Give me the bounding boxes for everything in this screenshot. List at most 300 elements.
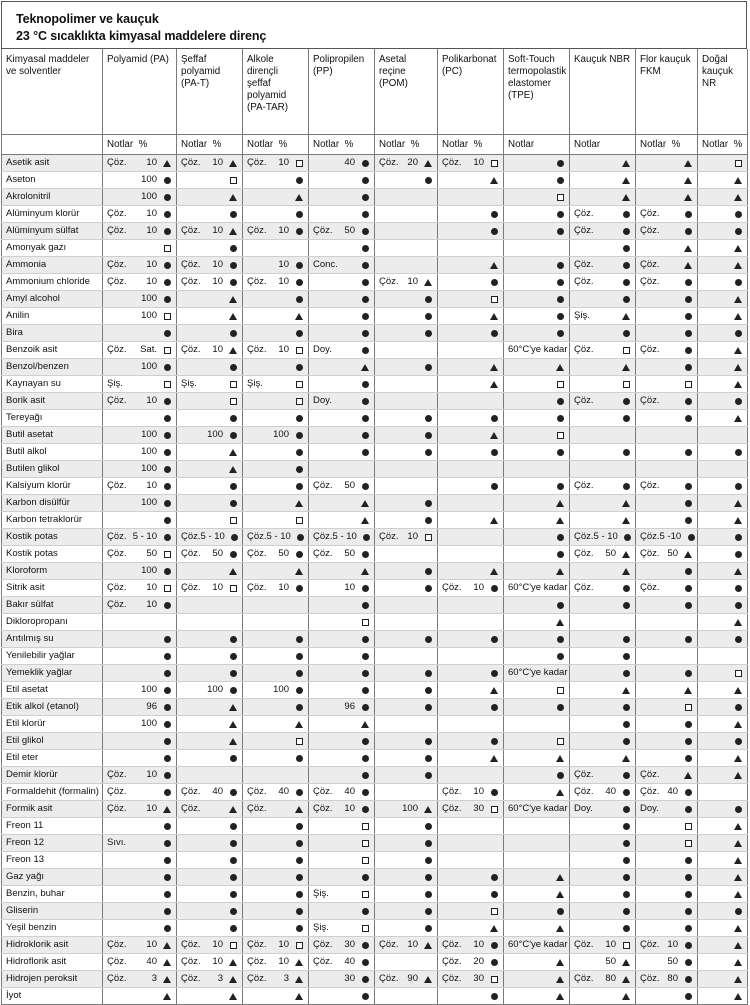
cell-note: Çöz. — [107, 259, 127, 270]
cell-content — [698, 274, 747, 290]
cell-note: Şiş. — [313, 922, 329, 933]
cell-percent: 80 — [667, 973, 678, 984]
cell-symbol — [294, 942, 304, 949]
resistant-circle-icon — [230, 245, 237, 252]
cell-note: Doy. — [640, 803, 659, 814]
resistance-cell — [570, 308, 636, 325]
cell-content — [570, 172, 635, 188]
resistance-cell — [375, 631, 438, 648]
resistance-cell — [375, 529, 438, 546]
cell-content — [504, 597, 569, 613]
cell-content — [177, 750, 242, 766]
cell-content — [103, 512, 176, 528]
resistance-cell — [698, 614, 748, 631]
table-row — [2, 291, 748, 308]
cell-content — [375, 512, 437, 528]
cell-symbol — [489, 517, 499, 524]
cell-content — [570, 716, 635, 732]
subheader-notes: Notlar — [574, 139, 601, 150]
limited-triangle-icon — [490, 568, 498, 575]
cell-symbol — [294, 670, 304, 677]
cell-content — [243, 291, 308, 307]
cell-symbol — [228, 585, 238, 592]
resistance-cell — [375, 852, 438, 869]
cell-content — [570, 274, 635, 290]
cell-symbol — [489, 262, 499, 269]
cell-percent: 10 — [278, 344, 289, 355]
cell-symbol — [294, 313, 304, 320]
resistant-circle-icon — [296, 925, 303, 932]
resistance-cell — [438, 648, 504, 665]
cell-symbol — [228, 449, 238, 456]
cell-symbol — [423, 432, 433, 439]
resistant-circle-icon — [296, 228, 303, 235]
cell-symbol — [555, 381, 565, 388]
cell-symbol — [228, 704, 238, 711]
cell-note: Çöz. — [181, 548, 201, 559]
resistance-cell — [504, 784, 570, 801]
resistance-cell — [309, 682, 375, 699]
cell-note: Çöz. — [313, 531, 333, 542]
substance-name: Hidroklorik asit — [2, 937, 103, 954]
cell-note: Şiş. — [107, 378, 123, 389]
conditional-square-icon — [685, 704, 692, 711]
cell-symbol — [621, 483, 631, 490]
cell-symbol — [621, 976, 631, 983]
cell-content — [103, 682, 176, 698]
cell-note: Çöz. — [640, 582, 660, 593]
cell-note: Çöz. — [107, 599, 127, 610]
cell-symbol — [733, 925, 743, 932]
cell-percent: 50 — [146, 548, 157, 559]
cell-content — [636, 393, 697, 409]
limited-triangle-icon — [229, 313, 237, 320]
cell-content — [570, 818, 635, 834]
resistance-cell — [309, 767, 375, 784]
resistant-circle-icon — [685, 874, 692, 881]
cell-percent: 10 — [473, 157, 484, 168]
cell-symbol — [294, 517, 304, 524]
resistance-cell — [103, 308, 177, 325]
cell-content — [504, 444, 569, 460]
resistance-cell — [636, 648, 698, 665]
cell-content — [698, 376, 747, 392]
resistance-cell — [504, 971, 570, 988]
cell-symbol — [489, 296, 499, 303]
cell-percent: 10 — [146, 599, 157, 610]
substance-name: Karbon tetraklorür — [2, 512, 103, 529]
resistant-circle-icon — [425, 177, 432, 184]
table-row — [2, 971, 748, 988]
cell-content — [570, 478, 635, 494]
column-header: Şeffaf polyamid (PA-T) — [177, 49, 243, 135]
cell-content — [243, 427, 308, 443]
resistance-cell — [698, 325, 748, 342]
resistance-cell — [698, 597, 748, 614]
resistance-cell — [698, 818, 748, 835]
resistance-cell — [309, 818, 375, 835]
cell-symbol — [162, 296, 172, 303]
resistant-circle-icon — [685, 993, 692, 1000]
resistance-cell — [375, 342, 438, 359]
cell-content — [636, 223, 697, 239]
resistant-circle-icon — [297, 534, 304, 541]
cell-content — [103, 461, 176, 477]
resistance-cell — [570, 206, 636, 223]
cell-content — [636, 750, 697, 766]
resistance-cell — [177, 274, 243, 291]
resistance-cell — [570, 512, 636, 529]
resistant-circle-icon — [362, 942, 369, 949]
resistance-cell — [309, 342, 375, 359]
cell-symbol — [489, 687, 499, 694]
resistance-cell — [243, 563, 309, 580]
resistance-cell — [698, 648, 748, 665]
cell-symbol — [683, 738, 693, 745]
cell-content — [309, 750, 374, 766]
cell-content — [243, 631, 308, 647]
cell-note: Çöz. — [181, 344, 201, 355]
limited-triangle-icon — [424, 942, 432, 949]
cell-symbol — [294, 500, 304, 507]
cell-content — [570, 665, 635, 681]
resistance-cell — [698, 784, 748, 801]
resistant-circle-icon — [735, 398, 742, 405]
limited-triangle-icon — [556, 568, 564, 575]
limited-triangle-icon — [556, 500, 564, 507]
resistance-cell — [504, 835, 570, 852]
limited-triangle-icon — [295, 959, 303, 966]
cell-symbol — [621, 568, 631, 575]
cell-symbol — [423, 177, 433, 184]
cell-symbol — [162, 772, 172, 779]
resistance-cell — [636, 852, 698, 869]
cell-content — [177, 580, 242, 596]
cell-note: Çöz. — [247, 225, 267, 236]
resistant-circle-icon — [425, 925, 432, 932]
cell-symbol — [621, 245, 631, 252]
cell-symbol — [733, 704, 743, 711]
cell-content — [309, 648, 374, 664]
conditional-square-icon — [491, 976, 498, 983]
cell-symbol — [555, 993, 565, 1000]
conditional-square-icon — [296, 517, 303, 524]
substance-name: Akrolonitril — [2, 189, 103, 206]
cell-symbol — [555, 534, 565, 541]
cell-content — [309, 767, 374, 783]
cell-symbol — [683, 874, 693, 881]
cell-symbol — [733, 500, 743, 507]
conditional-square-icon — [362, 823, 369, 830]
cell-content — [570, 223, 635, 239]
cell-symbol — [162, 925, 172, 932]
resistance-cell — [698, 172, 748, 189]
resistant-circle-icon — [491, 330, 498, 337]
resistant-circle-icon — [685, 806, 692, 813]
conditional-square-icon — [362, 619, 369, 626]
resistant-circle-icon — [557, 398, 564, 405]
resistant-circle-icon — [362, 755, 369, 762]
cell-content — [504, 580, 569, 596]
resistance-cell — [103, 716, 177, 733]
resistant-circle-icon — [735, 585, 742, 592]
cell-percent: 40 — [146, 956, 157, 967]
cell-content — [243, 903, 308, 919]
cell-symbol — [683, 415, 693, 422]
resistance-cell — [698, 376, 748, 393]
resistance-cell — [309, 410, 375, 427]
subheader-pct: % — [212, 139, 222, 150]
resistance-cell — [103, 750, 177, 767]
resistant-circle-icon — [164, 687, 171, 694]
resistant-circle-icon — [685, 721, 692, 728]
resistance-cell — [177, 189, 243, 206]
cell-content — [177, 240, 242, 256]
resistance-cell — [375, 563, 438, 580]
cell-percent: 30 — [344, 939, 355, 950]
cell-percent: 100 — [141, 310, 157, 321]
resistance-cell — [375, 886, 438, 903]
resistance-cell — [243, 852, 309, 869]
cell-symbol — [683, 177, 693, 184]
cell-note: Çöz. — [107, 548, 127, 559]
cell-symbol — [228, 925, 238, 932]
cell-note: Çöz. — [640, 531, 660, 542]
title-box — [1, 1, 747, 49]
cell-note: 60°C'ye kadar — [508, 582, 568, 593]
resistance-cell — [636, 495, 698, 512]
cell-symbol — [423, 330, 433, 337]
resistance-cell — [103, 937, 177, 954]
resistant-circle-icon — [164, 670, 171, 677]
cell-note: Çöz. — [247, 548, 267, 559]
cell-symbol — [683, 806, 693, 813]
resistance-cell — [243, 903, 309, 920]
cell-content — [698, 818, 747, 834]
resistance-cell — [636, 988, 698, 1005]
resistance-cell — [309, 563, 375, 580]
cell-content — [570, 444, 635, 460]
cell-symbol — [294, 177, 304, 184]
resistance-cell — [177, 546, 243, 563]
limited-triangle-icon — [734, 942, 742, 949]
cell-content — [504, 529, 569, 545]
resistance-cell — [438, 155, 504, 172]
resistance-cell — [504, 410, 570, 427]
resistant-circle-icon — [230, 789, 237, 796]
resistant-circle-icon — [164, 279, 171, 286]
resistance-cell — [177, 750, 243, 767]
resistant-circle-icon — [425, 687, 432, 694]
resistance-cell — [103, 291, 177, 308]
resistance-cell — [698, 852, 748, 869]
cell-content — [438, 172, 503, 188]
resistant-circle-icon — [362, 772, 369, 779]
resistance-cell — [636, 954, 698, 971]
resistance-cell — [698, 342, 748, 359]
cell-note: Sıvı. — [107, 837, 127, 848]
resistance-cell — [103, 614, 177, 631]
cell-symbol — [683, 755, 693, 762]
substance-name: Benzol/benzen — [2, 359, 103, 376]
resistance-cell — [698, 478, 748, 495]
resistance-cell — [504, 750, 570, 767]
cell-content — [243, 223, 308, 239]
cell-content — [375, 903, 437, 919]
resistant-circle-icon — [164, 789, 171, 796]
cell-content — [698, 699, 747, 715]
cell-content — [438, 852, 503, 868]
resistant-circle-icon — [623, 874, 630, 881]
cell-content — [309, 444, 374, 460]
conditional-square-icon — [296, 942, 303, 949]
cell-content — [504, 223, 569, 239]
resistant-circle-icon — [685, 347, 692, 354]
limited-triangle-icon — [295, 313, 303, 320]
cell-content — [570, 733, 635, 749]
cell-content — [243, 835, 308, 851]
cell-symbol — [423, 534, 433, 541]
resistant-circle-icon — [164, 296, 171, 303]
cell-content — [636, 257, 697, 273]
cell-note: Çöz. — [181, 956, 201, 967]
cell-content — [103, 988, 176, 1004]
resistance-cell — [309, 359, 375, 376]
cell-content — [570, 886, 635, 902]
cell-note: Çöz. — [574, 208, 594, 219]
resistance-cell — [309, 920, 375, 937]
resistance-cell — [438, 580, 504, 597]
cell-content — [243, 665, 308, 681]
resistant-circle-icon — [557, 908, 564, 915]
substance-name: Yemeklik yağlar — [2, 665, 103, 682]
resistant-circle-icon — [296, 840, 303, 847]
cell-symbol — [555, 449, 565, 456]
cell-note: Çöz. — [574, 225, 594, 236]
substance-name: Karbon disülfür — [2, 495, 103, 512]
cell-symbol — [683, 823, 693, 830]
limited-triangle-icon — [556, 755, 564, 762]
subheader-notes: Notlar — [181, 139, 208, 150]
cell-percent: 5 -10 — [659, 531, 682, 542]
cell-symbol — [162, 653, 172, 660]
cell-symbol — [162, 483, 172, 490]
cell-symbol — [489, 670, 499, 677]
cell-symbol — [683, 262, 693, 269]
cell-content — [698, 240, 747, 256]
cell-symbol — [621, 449, 631, 456]
resistance-cell — [177, 563, 243, 580]
resistance-cell — [177, 801, 243, 818]
resistant-circle-icon — [164, 534, 171, 541]
cell-symbol — [294, 857, 304, 864]
limited-triangle-icon — [361, 517, 369, 524]
resistance-cell — [504, 291, 570, 308]
resistance-cell — [504, 155, 570, 172]
resistant-circle-icon — [362, 874, 369, 881]
conditional-square-icon — [164, 585, 171, 592]
resistant-circle-icon — [685, 976, 692, 983]
resistance-cell — [103, 563, 177, 580]
resistant-circle-icon — [164, 653, 171, 660]
resistant-circle-icon — [230, 262, 237, 269]
cell-symbol — [733, 364, 743, 371]
resistant-circle-icon — [685, 891, 692, 898]
cell-content — [243, 920, 308, 936]
cell-content — [309, 563, 374, 579]
resistance-cell — [243, 631, 309, 648]
cell-note: Çöz. — [247, 344, 267, 355]
cell-content — [570, 206, 635, 222]
cell-symbol — [294, 959, 304, 966]
resistant-circle-icon — [685, 364, 692, 371]
cell-symbol — [489, 704, 499, 711]
cell-content — [375, 818, 437, 834]
cell-percent: 10 — [278, 276, 289, 287]
cell-percent: 40 — [278, 786, 289, 797]
resistance-cell — [243, 886, 309, 903]
cell-content — [438, 988, 503, 1004]
cell-symbol — [683, 857, 693, 864]
resistant-circle-icon — [425, 704, 432, 711]
resistant-circle-icon — [685, 602, 692, 609]
cell-content — [438, 427, 503, 443]
cell-symbol — [423, 857, 433, 864]
cell-content — [636, 614, 697, 630]
limited-triangle-icon — [734, 755, 742, 762]
resistant-circle-icon — [362, 398, 369, 405]
limited-triangle-icon — [163, 806, 171, 813]
resistant-circle-icon — [623, 789, 630, 796]
resistant-circle-icon — [491, 279, 498, 286]
cell-content — [438, 291, 503, 307]
resistance-cell — [438, 308, 504, 325]
resistant-circle-icon — [735, 228, 742, 235]
conditional-square-icon — [362, 857, 369, 864]
cell-note: Çöz. — [181, 259, 201, 270]
cell-symbol — [360, 891, 370, 898]
cell-note: Çöz. — [313, 786, 333, 797]
resistant-circle-icon — [491, 959, 498, 966]
cell-note: Çöz. — [574, 548, 594, 559]
resistant-circle-icon — [623, 670, 630, 677]
resistant-circle-icon — [296, 687, 303, 694]
cell-content — [375, 971, 437, 987]
resistant-circle-icon — [362, 908, 369, 915]
cell-content — [375, 529, 437, 545]
resistant-circle-icon — [491, 704, 498, 711]
substance-name: Gliserin — [2, 903, 103, 920]
cell-symbol — [360, 568, 370, 575]
resistant-circle-icon — [623, 925, 630, 932]
cell-symbol — [423, 449, 433, 456]
cell-content — [504, 699, 569, 715]
limited-triangle-icon — [734, 959, 742, 966]
cell-note: Çöz. — [640, 208, 660, 219]
resistance-cell — [438, 597, 504, 614]
cell-content — [103, 920, 176, 936]
resistance-cell — [570, 155, 636, 172]
cell-content — [636, 478, 697, 494]
cell-content — [103, 631, 176, 647]
resistance-cell — [636, 444, 698, 461]
resistant-circle-icon — [557, 177, 564, 184]
resistance-cell — [504, 733, 570, 750]
limited-triangle-icon — [734, 721, 742, 728]
cell-content — [698, 189, 747, 205]
cell-symbol — [489, 381, 499, 388]
resistance-cell — [177, 648, 243, 665]
